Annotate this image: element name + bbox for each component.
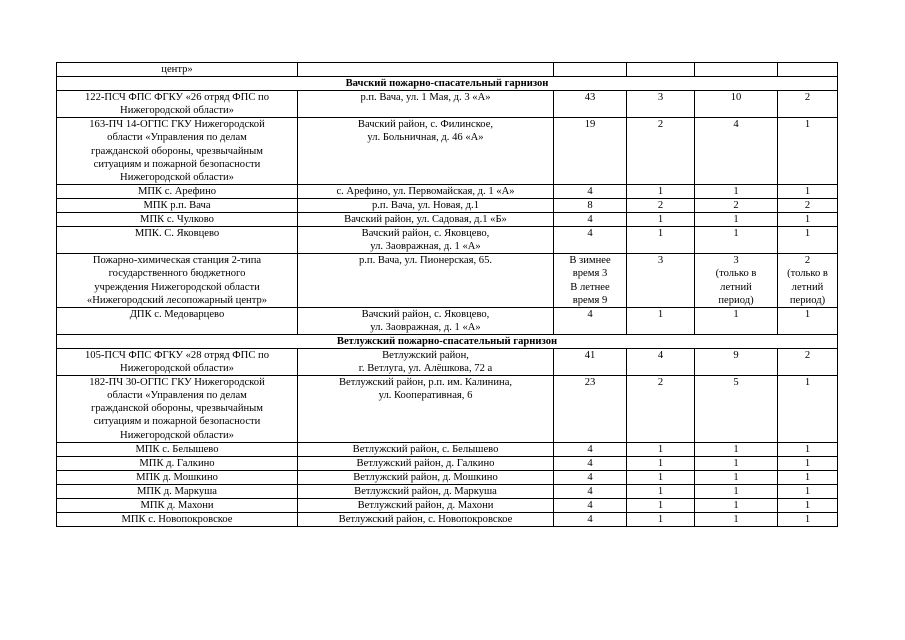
- personnel-cell: 43: [554, 91, 627, 118]
- shift-cell: 1: [627, 227, 695, 254]
- reserve-cell: 1: [778, 184, 838, 198]
- station-name-cell: 163-ПЧ 14-ОГПС ГКУ Нижегородской области «Управления по делам гражданской обороны, чрезвычайным ситуациям и пожарной безопасности Нижегородской области»: [57, 118, 298, 184]
- address-cell: Ветлужский район, д. Галкино: [298, 456, 554, 470]
- shift-cell: 1: [627, 470, 695, 484]
- station-name-cell: МПК д. Галкино: [57, 456, 298, 470]
- address-cell: Вачский район, с. Филинское, ул. Больничная, д. 46 «А»: [298, 118, 554, 184]
- table-row: [57, 499, 838, 513]
- personnel-cell: 4: [554, 442, 627, 456]
- personnel-cell: 41: [554, 348, 627, 375]
- vehicles-cell: 1: [695, 513, 778, 527]
- table-row: [57, 184, 838, 198]
- personnel-cell: 4: [554, 307, 627, 334]
- personnel-cell: В зимнее время 3 В летнее время 9: [554, 254, 627, 307]
- vehicles-cell: 1: [695, 456, 778, 470]
- table-row: [57, 91, 838, 118]
- vehicles-cell: 1: [695, 307, 778, 334]
- reserve-cell: 1: [778, 227, 838, 254]
- address-cell: Ветлужский район, с. Новопокровское: [298, 513, 554, 527]
- vehicles-cell: 1: [695, 470, 778, 484]
- section-title: Ветлужский пожарно-спасательный гарнизон: [57, 334, 838, 348]
- value-cell: [554, 63, 627, 77]
- reserve-cell: 2: [778, 91, 838, 118]
- vehicles-cell: 1: [695, 227, 778, 254]
- shift-cell: 1: [627, 499, 695, 513]
- value-cell: [778, 63, 838, 77]
- vehicles-cell: 10: [695, 91, 778, 118]
- vehicles-cell: 1: [695, 499, 778, 513]
- personnel-cell: 4: [554, 456, 627, 470]
- vehicles-cell: 1: [695, 484, 778, 498]
- address-cell: р.п. Вача, ул. Пионерская, 65.: [298, 254, 554, 307]
- vehicles-cell: 5: [695, 376, 778, 442]
- address-cell: Ветлужский район, р.п. им. Калинина, ул. Кооперативная, 6: [298, 376, 554, 442]
- shift-cell: 1: [627, 484, 695, 498]
- address-cell: с. Арефино, ул. Первомайская, д. 1 «А»: [298, 184, 554, 198]
- address-cell: Ветлужский район, с. Белышево: [298, 442, 554, 456]
- shift-cell: 3: [627, 254, 695, 307]
- table-row: [57, 484, 838, 498]
- reserve-cell: 2: [778, 198, 838, 212]
- vehicles-cell: 3 (только в летний период): [695, 254, 778, 307]
- shift-cell: 1: [627, 184, 695, 198]
- personnel-cell: 8: [554, 198, 627, 212]
- address-cell: Вачский район, с. Яковцево, ул. Заовражная, д. 1 «А»: [298, 307, 554, 334]
- reserve-cell: 1: [778, 484, 838, 498]
- station-name-cell: центр»: [57, 63, 298, 77]
- shift-cell: 1: [627, 456, 695, 470]
- table-row: [57, 63, 838, 77]
- table-row: [57, 198, 838, 212]
- reserve-cell: 1: [778, 442, 838, 456]
- station-name-cell: Пожарно-химическая станция 2-типа государственного бюджетного учреждения Нижегородской области «Нижегородский лесопожарный центр»: [57, 254, 298, 307]
- shift-cell: 2: [627, 118, 695, 184]
- reserve-cell: 1: [778, 499, 838, 513]
- personnel-cell: 4: [554, 227, 627, 254]
- reserve-cell: 2 (только в летний период): [778, 254, 838, 307]
- station-name-cell: 105-ПСЧ ФПС ФГКУ «28 отряд ФПС по Нижегородской области»: [57, 348, 298, 375]
- reserve-cell: 1: [778, 118, 838, 184]
- station-name-cell: МПК д. Махони: [57, 499, 298, 513]
- reserve-cell: 1: [778, 307, 838, 334]
- vehicles-cell: 1: [695, 184, 778, 198]
- reserve-cell: 1: [778, 376, 838, 442]
- address-cell: Вачский район, ул. Садовая, д.1 «Б»: [298, 213, 554, 227]
- shift-cell: 4: [627, 348, 695, 375]
- table-row: [57, 442, 838, 456]
- vehicles-cell: 1: [695, 442, 778, 456]
- reserve-cell: 1: [778, 213, 838, 227]
- fire-stations-table: [56, 62, 838, 527]
- station-name-cell: МПК с. Арефино: [57, 184, 298, 198]
- reserve-cell: 1: [778, 513, 838, 527]
- shift-cell: 2: [627, 376, 695, 442]
- shift-cell: 1: [627, 442, 695, 456]
- table-row: [57, 307, 838, 334]
- vehicles-cell: 9: [695, 348, 778, 375]
- vehicles-cell: 2: [695, 198, 778, 212]
- personnel-cell: 19: [554, 118, 627, 184]
- reserve-cell: 1: [778, 470, 838, 484]
- section-title: Вачский пожарно-спасательный гарнизон: [57, 77, 838, 91]
- table-row: [57, 513, 838, 527]
- address-cell: р.п. Вача, ул. Новая, д.1: [298, 198, 554, 212]
- station-name-cell: 122-ПСЧ ФПС ФГКУ «26 отряд ФПС по Нижегородской области»: [57, 91, 298, 118]
- table-row: [57, 470, 838, 484]
- personnel-cell: 4: [554, 499, 627, 513]
- station-name-cell: 182-ПЧ 30-ОГПС ГКУ Нижегородской области «Управления по делам гражданской обороны, чрезвычайным ситуациям и пожарной безопасности Нижегородской области»: [57, 376, 298, 442]
- shift-cell: 2: [627, 198, 695, 212]
- address-cell: Ветлужский район, д. Мошкино: [298, 470, 554, 484]
- station-name-cell: МПК. С. Яковцево: [57, 227, 298, 254]
- station-name-cell: МПК с. Белышево: [57, 442, 298, 456]
- station-name-cell: МПК д. Маркуша: [57, 484, 298, 498]
- table-row: [57, 254, 838, 307]
- personnel-cell: 23: [554, 376, 627, 442]
- station-name-cell: МПК с. Новопокровское: [57, 513, 298, 527]
- personnel-cell: 4: [554, 470, 627, 484]
- address-cell: [298, 63, 554, 77]
- station-name-cell: МПК р.п. Вача: [57, 198, 298, 212]
- personnel-cell: 4: [554, 513, 627, 527]
- vehicles-cell: 4: [695, 118, 778, 184]
- address-cell: Ветлужский район, г. Ветлуга, ул. Алёшкова, 72 а: [298, 348, 554, 375]
- personnel-cell: 4: [554, 213, 627, 227]
- address-cell: Ветлужский район, д. Маркуша: [298, 484, 554, 498]
- shift-cell: 1: [627, 213, 695, 227]
- personnel-cell: 4: [554, 484, 627, 498]
- table-row: [57, 456, 838, 470]
- reserve-cell: 1: [778, 456, 838, 470]
- reserve-cell: 2: [778, 348, 838, 375]
- station-name-cell: ДПК с. Медоварцево: [57, 307, 298, 334]
- shift-cell: 3: [627, 91, 695, 118]
- address-cell: Вачский район, с. Яковцево, ул. Заовражная, д. 1 «А»: [298, 227, 554, 254]
- station-name-cell: МПК д. Мошкино: [57, 470, 298, 484]
- table-row: [57, 227, 838, 254]
- personnel-cell: 4: [554, 184, 627, 198]
- table-row: [57, 376, 838, 442]
- table-row: [57, 213, 838, 227]
- table-row: [57, 348, 838, 375]
- section-header-row: [57, 77, 838, 91]
- shift-cell: 1: [627, 307, 695, 334]
- section-header-row: [57, 334, 838, 348]
- shift-cell: 1: [627, 513, 695, 527]
- station-name-cell: МПК с. Чулково: [57, 213, 298, 227]
- value-cell: [627, 63, 695, 77]
- vehicles-cell: 1: [695, 213, 778, 227]
- address-cell: Ветлужский район, д. Махони: [298, 499, 554, 513]
- table-body: [57, 63, 838, 527]
- address-cell: р.п. Вача, ул. 1 Мая, д. 3 «А»: [298, 91, 554, 118]
- table-row: [57, 118, 838, 184]
- value-cell: [695, 63, 778, 77]
